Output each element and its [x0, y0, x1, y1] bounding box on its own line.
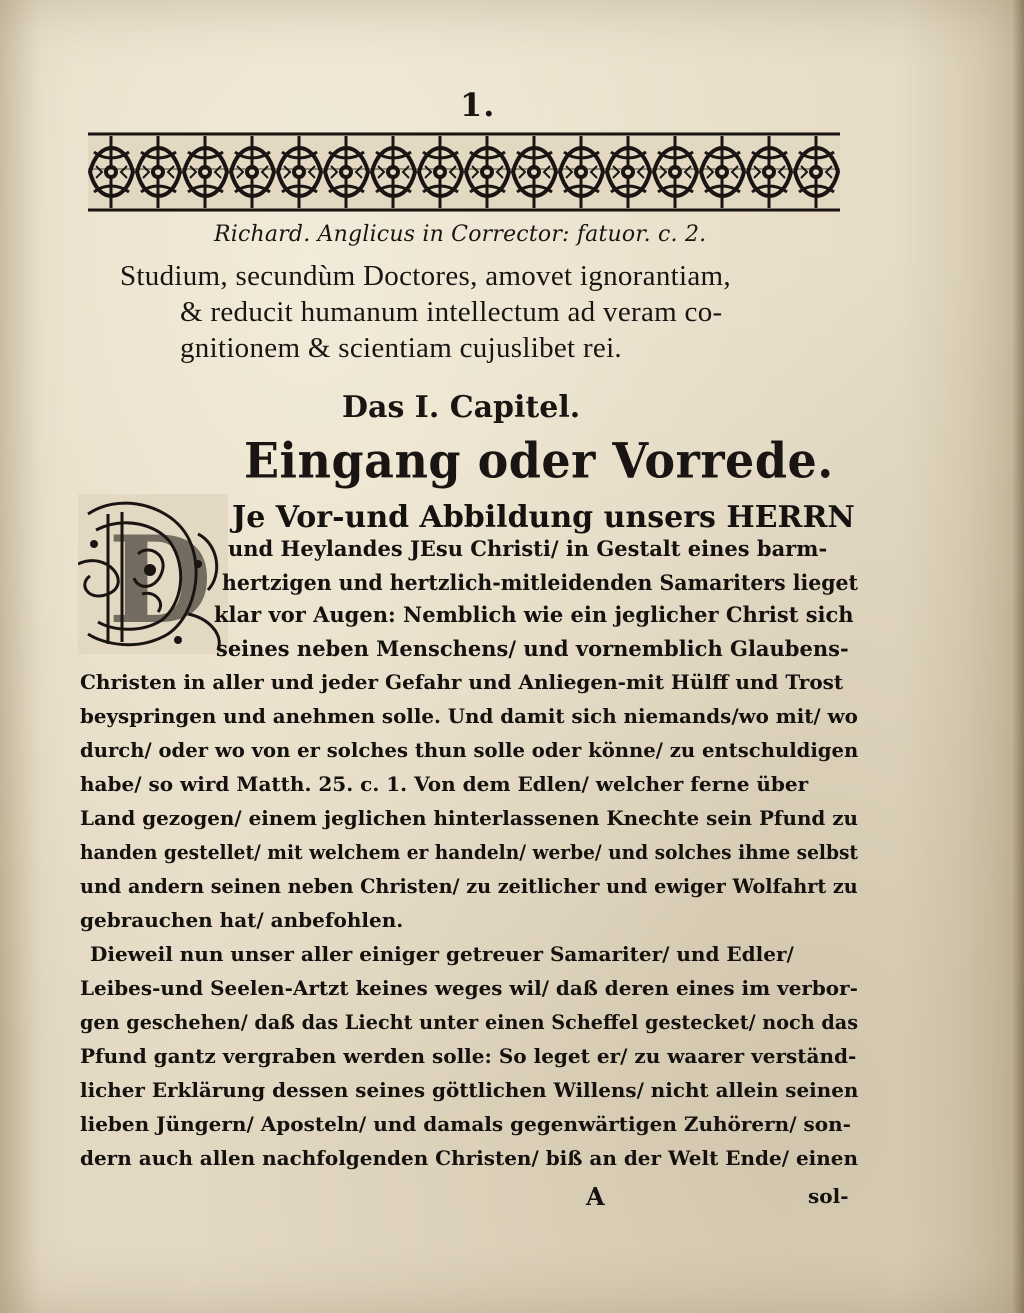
catchword: sol-	[808, 1184, 849, 1208]
epigraph-line: Studium, secundùm Doctores, amovet ignorantiam,	[120, 260, 731, 292]
body-line: gebrauchen hat/ anbefohlen.	[80, 908, 404, 932]
decorative-headpiece-ornament	[88, 132, 840, 212]
body-line: Dieweil nun unser aller einiger getreuer Samariter/ und Edler/	[90, 942, 794, 966]
body-line: lieben Jüngern/ Aposteln/ und damals gegenwärtigen Zuhörern/ son-	[80, 1112, 851, 1136]
attribution-line: Richard. Anglicus in Corrector: fatuor. c. 2.	[214, 222, 707, 247]
body-line: und andern seinen neben Christen/ zu zeitlicher und ewiger Wolfahrt zu	[80, 874, 858, 898]
body-line: Pfund gantz vergraben werden solle: So leget er/ zu waarer verständ-	[80, 1044, 857, 1068]
page-edge-shadow	[1012, 0, 1024, 1313]
body-line: beyspringen und anehmen solle. Und damit sich niemands/wo mit/ wo	[80, 704, 858, 728]
initial-letter-glyph: D	[108, 510, 213, 651]
catchword-signature: A	[586, 1182, 605, 1211]
body-line: dern auch allen nachfolgenden Christen/ biß an der Welt Ende/ einen	[80, 1146, 859, 1170]
body-line: licher Erklärung dessen seines göttlichen Willens/ nicht allein seinen	[80, 1078, 859, 1102]
body-line: habe/ so wird Matth. 25. c. 1. Von dem Edlen/ welcher ferne über	[80, 772, 809, 796]
chapter-title: Eingang oder Vorrede.	[244, 432, 834, 490]
body-line: hertzigen und hertzlich-mitleidenden Samariters lieget	[222, 570, 858, 595]
latin-epigraph	[120, 258, 860, 366]
body-line: Leibes-und Seelen-Artzt keines weges wil/ daß deren eines im verbor-	[80, 976, 858, 1000]
body-line: Je Vor-und Abbildung unsers HERRN	[232, 500, 855, 535]
epigraph-line: gnitionem & scientiam cujuslibet rei.	[180, 332, 622, 364]
page-number: 1.	[460, 86, 496, 124]
body-line: seines neben Menschens/ und vornemblich Glaubens-	[216, 636, 849, 661]
chapter-label: Das I. Capitel.	[342, 390, 581, 425]
decorated-initial-letter	[78, 494, 228, 654]
body-line: klar vor Augen: Nemblich wie ein jeglicher Christ sich	[214, 602, 854, 627]
body-line: Land gezogen/ einem jeglichen hinterlassenen Knechte sein Pfund zu	[80, 806, 859, 830]
body-line: Christen in aller und jeder Gefahr und Anliegen-mit Hülff und Trost	[80, 670, 844, 694]
body-line: handen gestellet/ mit welchem er handeln/ werbe/ und solches ihme selbst	[80, 840, 859, 864]
body-line: und Heylandes JEsu Christi/ in Gestalt eines barm-	[228, 536, 828, 561]
body-line: gen geschehen/ daß das Liecht unter einen Scheffel gestecket/ noch das	[80, 1010, 859, 1034]
epigraph-line: & reducit humanum intellectum ad veram co-	[180, 296, 723, 328]
body-line: durch/ oder wo von er solches thun solle oder könne/ zu entschuldigen	[80, 738, 859, 762]
